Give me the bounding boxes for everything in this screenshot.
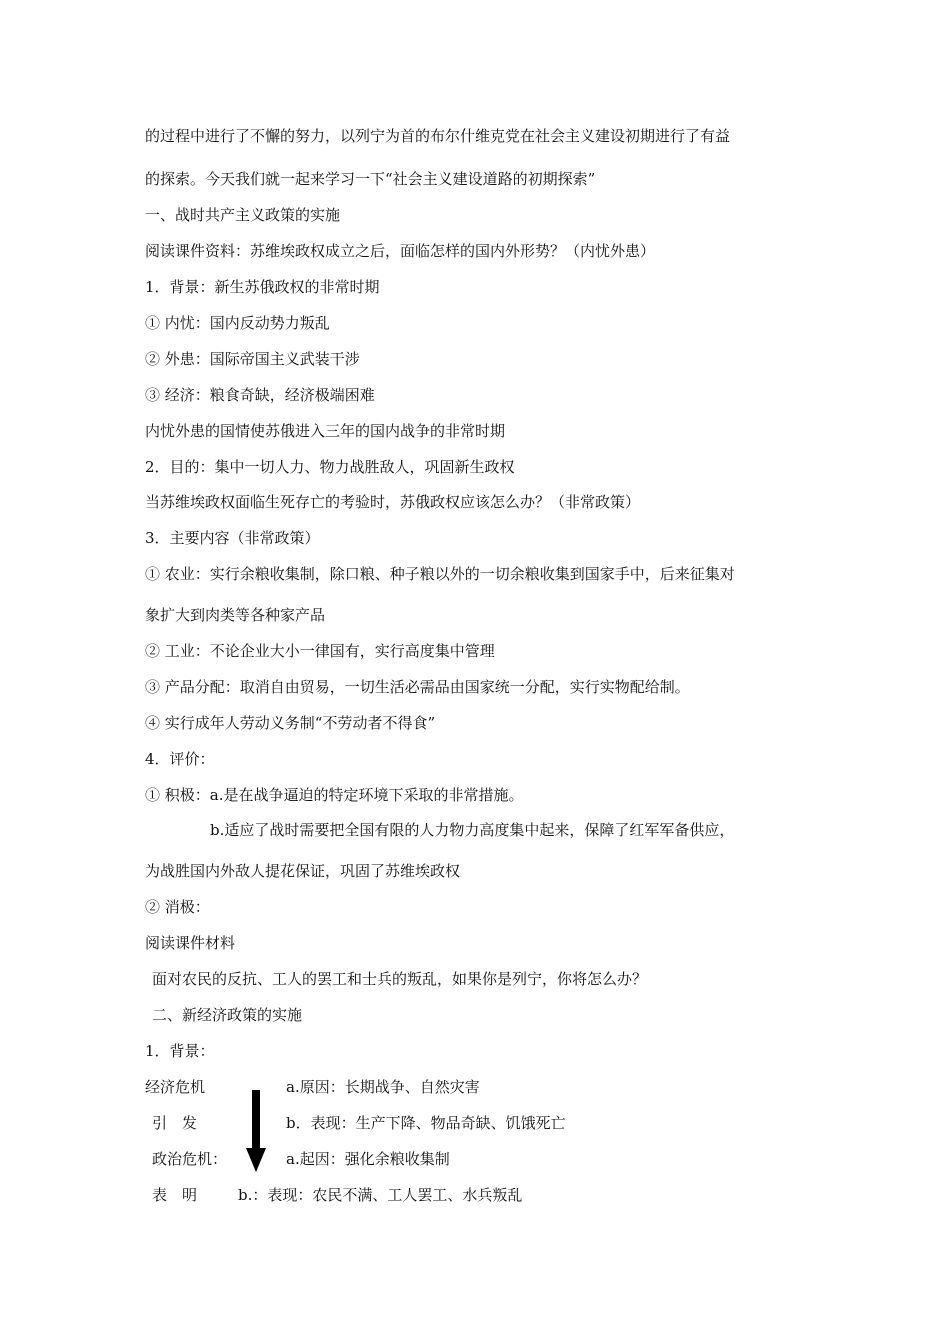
paragraph-line: 的过程中进行了不懈的努力，以列宁为首的布尔什维克党在社会主义建设初期进行了有益	[145, 127, 731, 145]
list-item: ② 消极：	[145, 898, 210, 916]
list-heading: 1．背景：新生苏俄政权的非常时期	[145, 278, 380, 296]
list-item: ③ 经济：粮食奇缺，经济极端困难	[145, 386, 375, 404]
diagram-left-label: 引 发	[152, 1114, 198, 1132]
diagram-right-label: b．表现：生产下降、物品奇缺、饥饿死亡	[286, 1114, 566, 1132]
diagram-right-label: a.起因：强化余粮收集制	[286, 1150, 450, 1168]
list-item: ① 农业：实行余粮收集制，除口粮、种子粮以外的一切余粮收集到国家手中，后来征集对	[145, 565, 735, 583]
down-arrow-icon	[246, 1090, 266, 1172]
list-item-continuation: b.适应了战时需要把全国有限的人力物力高度集中起来，保障了红军军备供应，	[210, 821, 735, 839]
list-item: ① 内忧：国内反动势力叛乱	[145, 314, 330, 332]
list-item: ① 积极：a.是在战争逼迫的特定环境下采取的非常措施。	[145, 786, 524, 804]
paragraph-line: 面对农民的反抗、工人的罢工和士兵的叛乱，如果你是列宁，你将怎么办？	[152, 970, 648, 988]
list-item: ② 工业：不论企业大小一律国有，实行高度集中管理	[145, 642, 495, 660]
section-heading: 二、新经济政策的实施	[152, 1006, 303, 1024]
diagram-right-label: a.原因：长期战争、自然灾害	[286, 1078, 480, 1096]
paragraph-line: 阅读课件资料：苏维埃政权成立之后，面临怎样的国内外形势？（内忧外患）	[145, 242, 656, 260]
paragraph-line: 的探索。今天我们就一起来学习一下“社会主义建设道路的初期探索”	[145, 170, 596, 188]
diagram-right-label: b.：表现：农民不满、工人罢工、水兵叛乱	[238, 1186, 523, 1204]
diagram-left-label: 经济危机	[145, 1078, 206, 1096]
list-heading: 3．主要内容（非常政策）	[145, 529, 320, 547]
diagram-left-label: 表 明	[152, 1186, 198, 1204]
list-heading: 4．评价：	[145, 750, 215, 768]
diagram-left-label: 政治危机：	[152, 1150, 228, 1168]
paragraph-line: 阅读课件材料	[145, 934, 236, 952]
paragraph-line: 当苏维埃政权面临生死存亡的考验时，苏俄政权应该怎么办？（非常政策）	[145, 493, 641, 511]
list-heading: 2．目的：集中一切人力、物力战胜敌人，巩固新生政权	[145, 458, 515, 476]
paragraph-line: 象扩大到肉类等各种家产品	[145, 606, 326, 624]
list-item: ④ 实行成年人劳动义务制“不劳动者不得食”	[145, 714, 436, 732]
section-heading: 一、战时共产主义政策的实施	[145, 206, 341, 224]
list-heading: 1．背景：	[145, 1042, 215, 1060]
list-item: ② 外患：国际帝国主义武装干涉	[145, 350, 360, 368]
paragraph-line: 内忧外患的国情使苏俄进入三年的国内战争的非常时期	[145, 422, 506, 440]
list-item: ③ 产品分配：取消自由贸易，一切生活必需品由国家统一分配，实行实物配给制。	[145, 678, 690, 696]
paragraph-line: 为战胜国内外敌人提花保证，巩固了苏维埃政权	[145, 862, 461, 880]
